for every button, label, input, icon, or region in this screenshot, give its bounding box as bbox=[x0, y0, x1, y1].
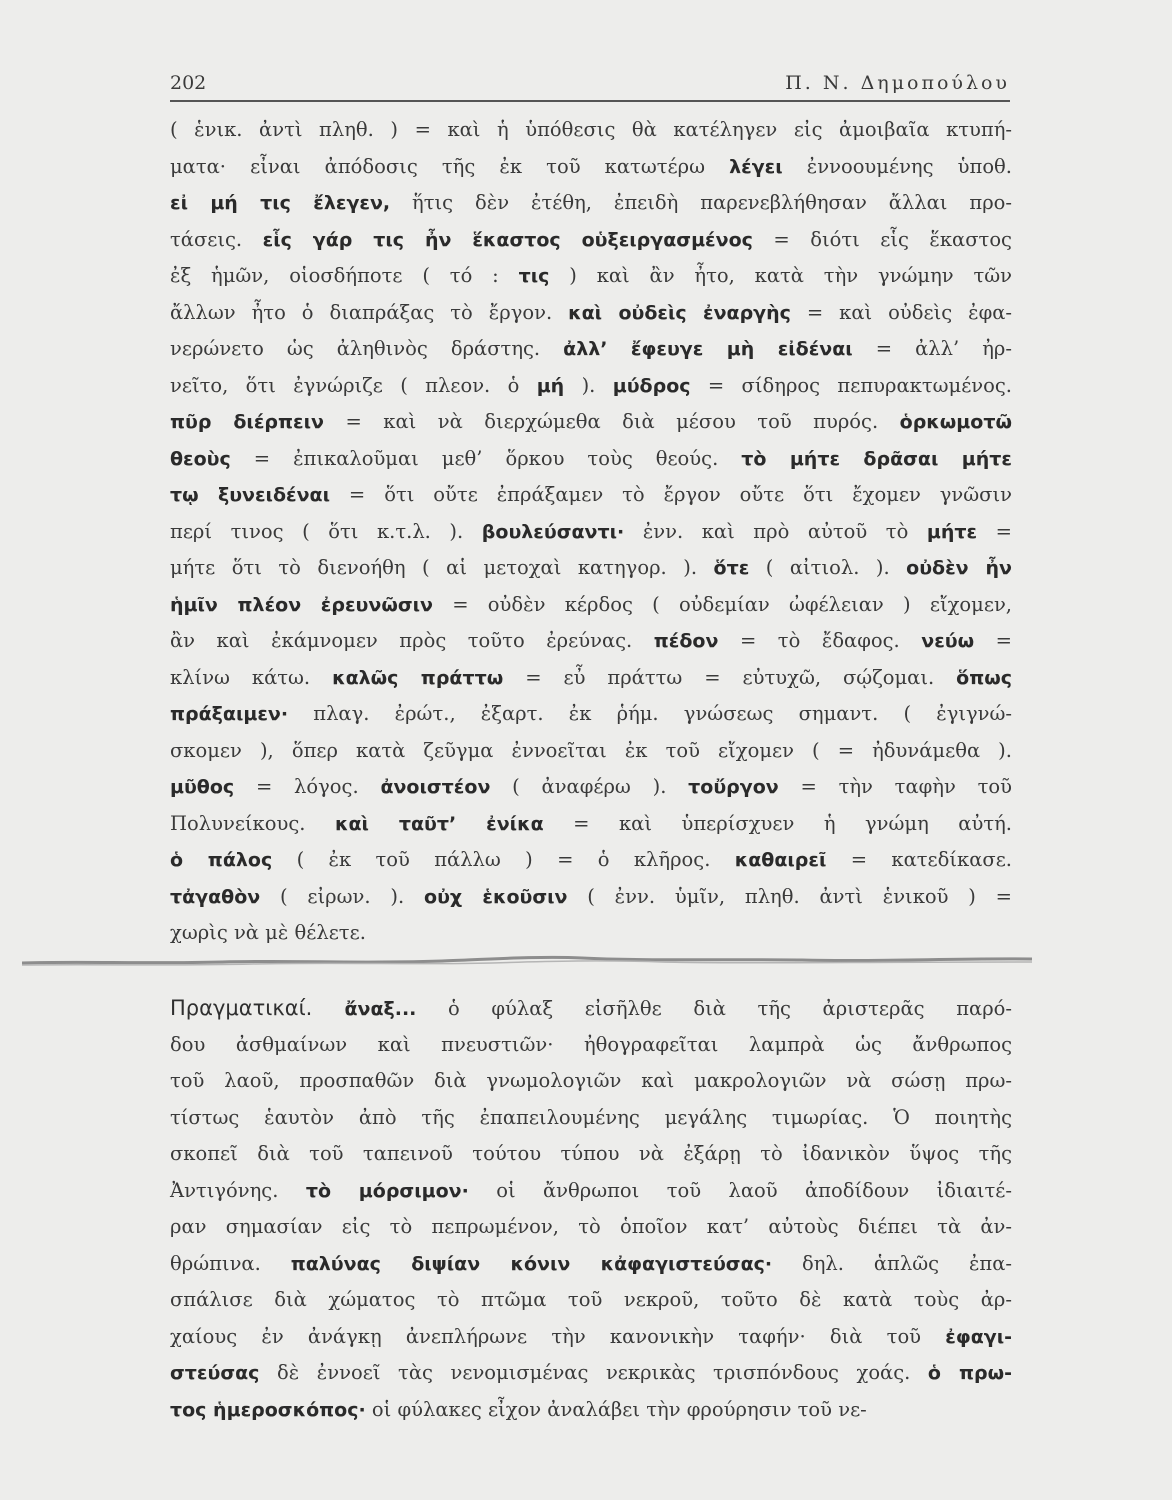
bold-lemma: πράξαιμεν· bbox=[170, 703, 289, 725]
text-segment: ( ἐνν. ὑμῖν, πληθ. ἀντὶ ἑνικοῦ ) = bbox=[567, 884, 1013, 908]
bold-lemma: εἷς γάρ τις ἦν ἕκαστος οὑξειργασμένος bbox=[262, 228, 753, 251]
text-segment: = κατεδίκασε. bbox=[826, 848, 1012, 871]
text-segment: ἥτις δὲν ἐτέθη, ἐπειδὴ παρενεβλήθησαν ἄλλαι προ- bbox=[390, 191, 1012, 214]
text-segment: τοῦ λαοῦ, προσπαθῶν διὰ γνωμολογιῶν καὶ μακρολογιῶν νὰ σώσῃ πρω- bbox=[170, 1069, 1012, 1092]
bold-lemma: νεύω bbox=[921, 630, 975, 652]
bold-lemma: βουλεύσαντι· bbox=[481, 520, 625, 543]
text-segment: νερώνετο ὡς ἀληθινὸς δράστης. bbox=[170, 337, 564, 360]
bold-lemma: ὅτε bbox=[713, 557, 750, 579]
text-segment: τίστως ἑαυτὸν ἀπὸ τῆς ἐπαπειλουμένης μεγάλης τιμωρίας. Ὁ ποιητὴς bbox=[170, 1105, 1012, 1129]
text-segment: ἐννοουμένης ὑποθ. bbox=[782, 154, 1012, 178]
bold-lemma: μή bbox=[536, 374, 565, 397]
bold-lemma: οὐχ ἑκοῦσιν bbox=[424, 885, 568, 908]
bold-lemma: καθαιρεῖ bbox=[734, 849, 827, 871]
text-line bbox=[170, 149, 1012, 186]
bold-lemma: παλύνας διψίαν κόνιν κἀφαγιστεύσας· bbox=[290, 1252, 773, 1275]
bold-lemma: οὐδὲν ἦν bbox=[906, 557, 1012, 579]
bold-lemma: ἐφαγι- bbox=[945, 1325, 1012, 1348]
bold-lemma: μύδρος bbox=[612, 374, 691, 397]
bold-lemma: τὸ μήτε δρᾶσαι μήτε bbox=[741, 447, 1012, 470]
text-segment: ἐξ ἡμῶν, οἱοσδήποτε ( τό : bbox=[170, 264, 519, 287]
text-line bbox=[170, 623, 1012, 660]
bold-lemma: ἀλλ’ ἔφευγε μὴ εἰδέναι bbox=[563, 338, 853, 360]
page-header bbox=[170, 70, 1010, 102]
text-segment: νεῖτο, ὅτι ἐγνώριζε ( πλεον. ὁ bbox=[170, 373, 537, 397]
text-line bbox=[170, 258, 1012, 295]
text-line bbox=[170, 1209, 1012, 1246]
bold-lemma: ὁρκωμοτῶ bbox=[899, 411, 1012, 433]
text-segment: ἂν καὶ ἐκάμνομεν πρὸς τοῦτο ἐρεύνας. bbox=[170, 629, 654, 652]
bold-lemma: ὁ πάλος bbox=[170, 849, 273, 871]
text-line bbox=[170, 660, 1012, 697]
text-segment: = ἐπικαλοῦμαι μεθ’ ὅρκου τοὺς θεούς. bbox=[230, 446, 742, 470]
text-segment: ραν σημασίαν εἰς τὸ πεπρωμένον, τὸ ὁποῖον κατ’ αὐτοὺς διέπει τὰ ἀν- bbox=[170, 1215, 1012, 1238]
text-line bbox=[170, 1136, 1012, 1173]
text-line bbox=[170, 441, 1012, 478]
bold-lemma: ὁ πρω- bbox=[927, 1362, 1012, 1384]
text-line bbox=[170, 879, 1012, 916]
text-segment: Ἀντιγόνης. bbox=[170, 1178, 306, 1202]
text-segment: = καὶ ὑπερίσχυεν ἡ γνώμη αὐτή. bbox=[543, 811, 1012, 835]
text-segment: = καὶ νὰ διερχώμεθα διὰ μέσου τοῦ πυρός. bbox=[323, 410, 900, 433]
text-line bbox=[170, 1246, 1012, 1283]
text-line bbox=[170, 1282, 1012, 1319]
text-segment: ὁ φύλαξ εἰσῆλθε διὰ τῆς ἀριστερᾶς παρό- bbox=[416, 997, 1012, 1020]
bold-lemma: εἰ μή τις ἔλεγεν, bbox=[170, 192, 391, 214]
bold-lemma: τος ἡμεροσκόπος· bbox=[170, 1398, 366, 1421]
text-segment: ( ἀναφέρω ). bbox=[490, 775, 689, 798]
bold-lemma: στεύσας bbox=[170, 1362, 260, 1384]
text-segment: πλαγ. ἐρώτ., ἐξαρτ. ἐκ ῥήμ. γνώσεως σημαντ. ( ἐγιγνώ- bbox=[288, 702, 1012, 725]
text-segment: θρώπινα. bbox=[170, 1251, 291, 1275]
bold-lemma: ἀνοιστέον bbox=[380, 776, 491, 798]
running-head: Π. Ν. Δημοπούλου bbox=[785, 72, 1010, 94]
text-segment: δηλ. ἁπλῶς ἐπα- bbox=[772, 1251, 1012, 1275]
text-segment: ( αἰτιολ. ). bbox=[749, 556, 907, 579]
bold-lemma: τἀγαθὸν bbox=[170, 885, 261, 908]
text-line bbox=[170, 404, 1012, 441]
text-line bbox=[170, 295, 1012, 332]
section-lead: Πραγματικαί. bbox=[170, 996, 345, 1020]
text-line bbox=[170, 331, 1012, 368]
text-segment: = καὶ οὐδεὶς ἐφα- bbox=[790, 300, 1012, 324]
text-segment: = ἀλλ’ ἠρ- bbox=[852, 337, 1012, 360]
bold-lemma: τις bbox=[518, 265, 550, 287]
text-line bbox=[170, 806, 1012, 843]
text-line bbox=[170, 696, 1012, 733]
text-line bbox=[170, 1100, 1012, 1137]
text-segment: Πολυνείκους. bbox=[170, 811, 335, 835]
text-segment: ἄλλων ἦτο ὁ διαπράξας τὸ ἔργον. bbox=[170, 300, 569, 324]
commentary-block-1 bbox=[170, 112, 1012, 952]
bold-lemma: τῳ ξυνειδέναι bbox=[170, 484, 330, 506]
text-segment: ( εἰρων. ). bbox=[260, 884, 425, 908]
text-segment: χωρὶς νὰ μὲ θέλετε. bbox=[170, 921, 366, 944]
text-line bbox=[170, 842, 1012, 879]
text-segment: = οὐδὲν κέρδος ( οὐδεμίαν ὠφέλειαν ) εἴχομεν, bbox=[432, 592, 1012, 616]
text-segment: = εὖ πράττω = εὐτυχῶ, σῴζομαι. bbox=[503, 665, 957, 689]
text-segment: μήτε ὅτι τὸ διενοήθη ( αἱ μετοχαὶ κατηγορ. ). bbox=[170, 556, 714, 579]
text-line bbox=[170, 587, 1012, 624]
text-segment: = bbox=[977, 519, 1012, 543]
text-line bbox=[170, 1392, 1012, 1429]
text-segment: = σίδηρος πεπυρακτωμένος. bbox=[690, 373, 1013, 397]
bold-lemma: τὸ μόρσιμον· bbox=[305, 1179, 469, 1202]
bold-lemma: πῦρ διέρπειν bbox=[170, 411, 324, 433]
bold-lemma: ὅπως bbox=[956, 666, 1012, 689]
text-line bbox=[170, 185, 1012, 222]
bold-lemma: πέδον bbox=[653, 630, 719, 652]
text-line bbox=[170, 769, 1012, 806]
text-line bbox=[170, 990, 1012, 1027]
text-line bbox=[170, 477, 1012, 514]
text-segment: κλίνω κάτω. bbox=[170, 665, 333, 689]
page-number: 202 bbox=[170, 72, 207, 94]
text-segment: χαίους ἐν ἀνάγκῃ ἀνεπλήρωνε τὴν κανονικὴν ταφήν· διὰ τοῦ bbox=[170, 1324, 946, 1348]
commentary-block-2 bbox=[170, 990, 1012, 1428]
bold-lemma: τοὔργον bbox=[688, 776, 779, 798]
torn-divider bbox=[22, 952, 1032, 972]
text-segment: ( ἑνικ. ἀντὶ πληθ. ) = καὶ ἡ ὑπόθεσις θὰ κατέληγεν εἰς ἀμοιβαῖα κτυπή- bbox=[170, 118, 1012, 141]
text-segment: ( ἐκ τοῦ πάλλω ) = ὁ κλῆρος. bbox=[272, 848, 735, 871]
text-line bbox=[170, 550, 1012, 587]
text-line bbox=[170, 733, 1012, 770]
bold-lemma: μήτε bbox=[926, 520, 978, 543]
text-segment: = ὅτι οὔτε ἐπράξαμεν τὸ ἔργον οὔτε ὅτι ἔχομεν γνῶσιν bbox=[330, 483, 1012, 506]
bold-lemma: ἄναξ... bbox=[344, 998, 417, 1020]
text-segment: = λόγος. bbox=[234, 775, 381, 798]
text-line bbox=[170, 1319, 1012, 1356]
bold-lemma: ἡμῖν πλέον ἐρευνῶσιν bbox=[170, 593, 433, 616]
bold-lemma: λέγει bbox=[729, 155, 783, 178]
text-line bbox=[170, 1063, 1012, 1100]
text-segment: = bbox=[974, 629, 1013, 652]
text-segment: = διότι εἷς ἕκαστος bbox=[752, 227, 1012, 251]
text-segment: ἐνν. καὶ πρὸ αὐτοῦ τὸ bbox=[624, 519, 927, 543]
bold-lemma: καλῶς πράττω bbox=[332, 666, 504, 689]
text-line bbox=[170, 1355, 1012, 1392]
text-segment: = τὸ ἔδαφος. bbox=[718, 629, 922, 652]
bold-lemma: καὶ ταῦτ’ ἐνίκα bbox=[334, 812, 544, 835]
text-segment: ματα· εἶναι ἀπόδοσις τῆς ἐκ τοῦ κατωτέρω bbox=[170, 154, 730, 178]
text-line bbox=[170, 368, 1012, 405]
text-segment: τάσεις. bbox=[170, 227, 263, 251]
text-segment: οἱ ἄνθρωποι τοῦ λαοῦ ἀποδίδουν ἰδιαιτέ- bbox=[468, 1178, 1012, 1202]
bold-lemma: καὶ οὐδεὶς ἐναργὴς bbox=[568, 301, 791, 324]
text-line bbox=[170, 915, 1012, 952]
text-segment: οἱ φύλακες εἶχον ἀναλάβει τὴν φρούρησιν τοῦ νε- bbox=[365, 1397, 867, 1421]
text-segment: περί τινος ( ὅτι κ.τ.λ. ). bbox=[170, 519, 482, 543]
text-segment: ). bbox=[564, 373, 613, 397]
text-segment: = τὴν ταφὴν τοῦ bbox=[778, 775, 1012, 798]
text-line bbox=[170, 222, 1012, 259]
text-segment: δὲ ἐννοεῖ τὰς νενομισμένας νεκρικὰς τρισπόνδους χοάς. bbox=[259, 1361, 928, 1384]
text-segment: σπάλισε διὰ χώματος τὸ πτῶμα τοῦ νεκροῦ, τοῦτο δὲ κατὰ τοὺς ἀρ- bbox=[170, 1288, 1012, 1311]
text-segment: σκομεν ), ὅπερ κατὰ ζεῦγμα ἐννοεῖται ἐκ τοῦ εἴχομεν ( = ἠδυνάμεθα ). bbox=[170, 738, 1012, 762]
text-segment: σκοπεῖ διὰ τοῦ ταπεινοῦ τούτου τύπου νὰ ἐξάρῃ τὸ ἰδανικὸν ὕψος τῆς bbox=[170, 1142, 1012, 1165]
text-line bbox=[170, 1173, 1012, 1210]
bold-lemma: θεοὺς bbox=[170, 447, 231, 470]
text-segment: δου ἀσθμαίνων καὶ πνευστιῶν· ἠθογραφεῖται λαμπρὰ ὡς ἄνθρωπος bbox=[170, 1032, 1012, 1056]
text-line bbox=[170, 514, 1012, 551]
text-line bbox=[170, 1027, 1012, 1064]
text-segment: ) καὶ ἂν ἦτο, κατὰ τὴν γνώμην τῶν bbox=[549, 264, 1012, 287]
bold-lemma: μῦθος bbox=[170, 776, 235, 798]
text-line bbox=[170, 112, 1012, 149]
